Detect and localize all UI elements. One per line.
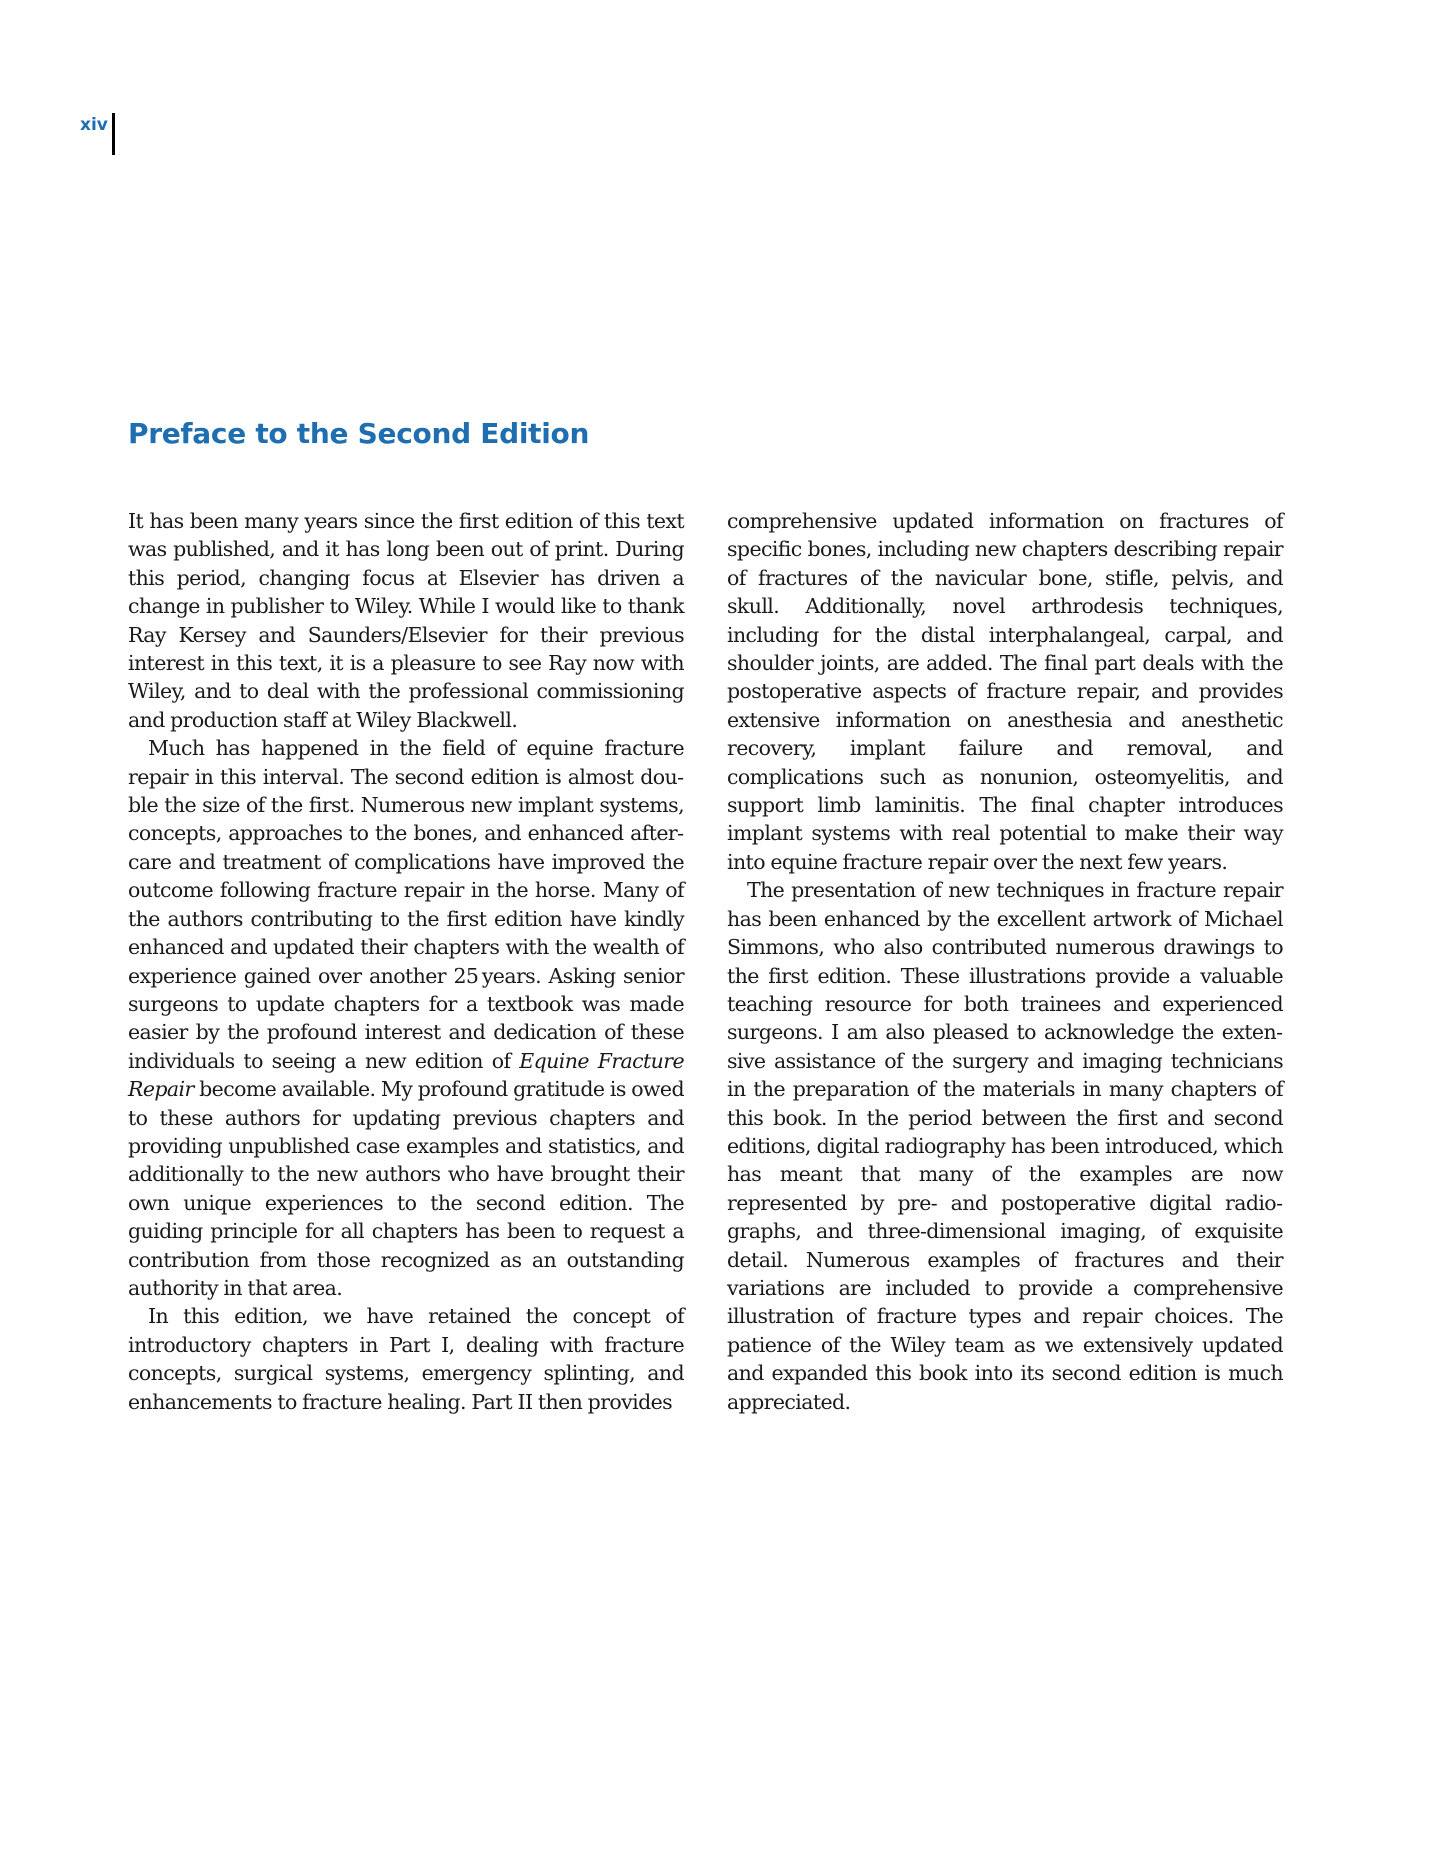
left-column bbox=[128, 507, 684, 1416]
paragraph-3-continued: comprehensive updated information on fractures of specific bones, including new chapters describing repair of fractures of the navicular bone, stifle, pelvis, and skull. Additionally, novel arthrodesis techniques, including for the distal interphalangeal, carpal, and shoulder joints, are added. The final part deals with the postoperative aspects of fracture repair, and provides extensive information on anesthesia and anesthetic recovery, implant failure and removal, and complications such as nonunion, osteomyelitis, and support limb laminitis. The final chapter introduces implant systems with real potential to make their way into equine fracture repair over the next few years. bbox=[727, 509, 1283, 874]
right-column bbox=[727, 507, 1283, 1416]
book-title-italic: Equine Fracture Repair bbox=[128, 1048, 684, 1102]
paragraph-2 bbox=[128, 734, 684, 1302]
body-text-columns bbox=[128, 507, 1283, 1416]
paragraph-2-text-after-italic: become available. My profound gratitude is owed to these authors for updating previous chapters and providing unpublished case examples and statistics, and additionally to the new authors who have brought their own unique experiences to the second edition. The guiding principle for all chapters has been to request a contribution from those recognized as an outstanding authority in that area. bbox=[128, 1077, 684, 1300]
page-number: xiv bbox=[80, 115, 108, 135]
paragraph-1: It has been many years since the first edition of this text was published, and it has long been out of print. During this period, changing focus at Elsevier has driven a change in publisher to Wiley. While I would like to thank Ray Kersey and Saunders/Elsevier for their previous interest in this text, it is a pleasure to see Ray now with Wiley, and to deal with the professional commissioning and production staff at Wiley Blackwell. bbox=[128, 509, 684, 732]
paragraph-4: The presentation of new techniques in fracture repair has been enhanced by the excellent artwork of Michael Simmons, who also contributed numerous drawings to the first edition. These illustrations provide a valuable teaching resource for both trainees and experienced surgeons. I am also pleased to acknowledge the extensive assistance of the surgery and imaging technicians in the preparation of the materials in many chapters of this book. In the period between the first and second editions, digital radiography has been introduced, which has meant that many of the examples are now represented by pre- and postoperative digital radiographs, and three-dimensional imaging, of exquisite detail. Numerous examples of fractures and their variations are included to provide a comprehensive illustration of fracture types and repair choices. The patience of the Wiley team as we extensively updated and expanded this book into its second edition is much appreciated. bbox=[727, 878, 1283, 1414]
page-number-rule bbox=[112, 113, 115, 155]
chapter-title: Preface to the Second Edition bbox=[128, 417, 590, 450]
paragraph-2-text-before-italic: Much has happened in the field of equine fracture repair in this interval. The second edition is almost double the size of the first. Numerous new implant systems, concepts, approaches to the bones, and enhanced aftercare and treatment of complications have improved the outcome following fracture repair in the horse. Many of the authors contributing to the first edition have kindly enhanced and updated their chapters with the wealth of experience gained over another 25 years. Asking senior surgeons to update chapters for a textbook was made easier by the profound interest and dedication of these individuals to seeing a new edition of bbox=[128, 736, 684, 1073]
paragraph-3-start: In this edition, we have retained the concept of introductory chapters in Part I, dealing with fracture concepts, surgical systems, emergency splinting, and enhancements to fracture healing. Part II then provides bbox=[128, 1304, 684, 1414]
